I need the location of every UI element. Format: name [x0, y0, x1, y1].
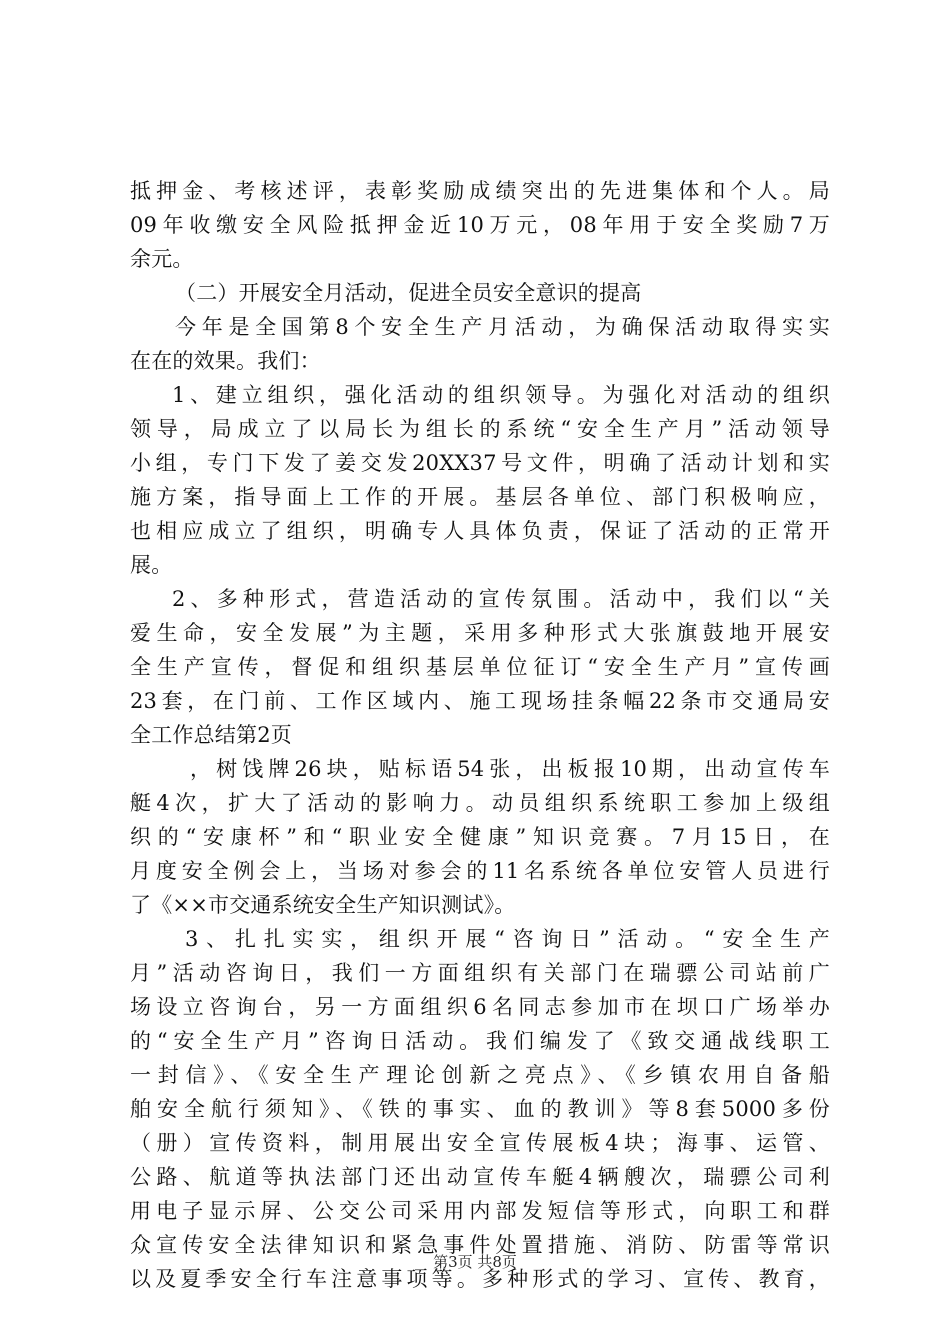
text-line: 织的“安康杯”和“职业安全健康”知识竞赛。7月15日，在 [130, 825, 830, 849]
text-line: 公路、航道等执法部门还出动宣传车艇4辆艘次，瑞骠公司利 [130, 1165, 830, 1189]
text-line: 09年收缴安全风险抵押金近10万元，08年用于安全奖励7万 [130, 213, 830, 237]
text-line: 月度安全例会上，当场对参会的11名系统各单位安管人员进行 [130, 859, 830, 883]
text-line: 小组，专门下发了姜交发20XX37号文件，明确了活动计划和实 [130, 451, 830, 475]
text-line: 1、建立组织，强化活动的组织领导。为强化对活动的组织 [172, 383, 830, 407]
text-line: 展。 [130, 553, 173, 577]
text-line: 月”活动咨询日，我们一方面组织有关部门在瑞骠公司站前广 [130, 961, 830, 985]
text-line: 23套，在门前、工作区域内、施工现场挂条幅22条市交通局安 [130, 689, 830, 713]
text-line: 领导，局成立了以局长为组长的系统“安全生产月”活动领导 [130, 417, 830, 441]
text-line: 了《××市交通系统安全生产知识测试》。 [130, 893, 516, 917]
text-line: 的“安全生产月”咨询日活动。我们编发了《致交通战线职工 [130, 1029, 830, 1053]
text-line: 今年是全国第8个安全生产月活动，为确保活动取得实实 [175, 315, 830, 339]
text-line: 施方案，指导面上工作的开展。基层各单位、部门积极响应， [130, 485, 830, 509]
text-line: 场设立咨询台，另一方面组织6名同志参加市在坝口广场举办 [130, 995, 830, 1019]
text-line: 一封信》、《安全生产理论创新之亮点》、《乡镇农用自备船 [130, 1063, 830, 1087]
text-line: 也相应成立了组织，明确专人具体负责，保证了活动的正常开 [130, 519, 830, 543]
text-line: 3、扎扎实实，组织开展“咨询日”活动。“安全生产 [185, 927, 830, 951]
text-line: 众宣传安全法律知识和紧急事件处置措施、消防、防雷等常识 [130, 1233, 830, 1257]
text-line: 用电子显示屏、公交公司采用内部发短信等形式，向职工和群 [130, 1199, 830, 1223]
text-line: 爱生命，安全发展”为主题，采用多种形式大张旗鼓地开展安 [130, 621, 830, 645]
text-line: 2、多种形式，营造活动的宣传氛围。活动中，我们以“关 [172, 587, 830, 611]
text-line: 以及夏季安全行车注意事项等。多种形式的学习、宣传、教育， [130, 1267, 830, 1291]
section-heading: （二）开展安全月活动，促进全员安全意识的提高 [175, 281, 642, 305]
text-line: 余元。 [130, 247, 194, 271]
text-line: （册）宣传资料，制用展出安全宣传展板4块；海事、运管、 [130, 1131, 830, 1155]
text-line: 全工作总结第2页 [130, 723, 292, 747]
text-line: ，树饯牌26块，贴标语54张，出板报10期，出动宣传车 [190, 757, 830, 781]
text-line: 舶安全航行须知》、《铁的事实、血的教训》等8套5000多份 [130, 1097, 830, 1121]
document-body [130, 174, 830, 1296]
text-line: 抵押金、考核述评，表彰奖励成绩突出的先进集体和个人。局 [130, 179, 830, 203]
text-line: 在在的效果。我们： [130, 349, 321, 373]
page-number-label: 第3页 共8页 [433, 1253, 517, 1271]
text-line: 全生产宣传，督促和组织基层单位征订“安全生产月”宣传画 [130, 655, 830, 679]
text-line: 艇4次，扩大了活动的影响力。动员组织系统职工参加上级组 [130, 791, 830, 815]
page-footer [0, 1252, 950, 1272]
